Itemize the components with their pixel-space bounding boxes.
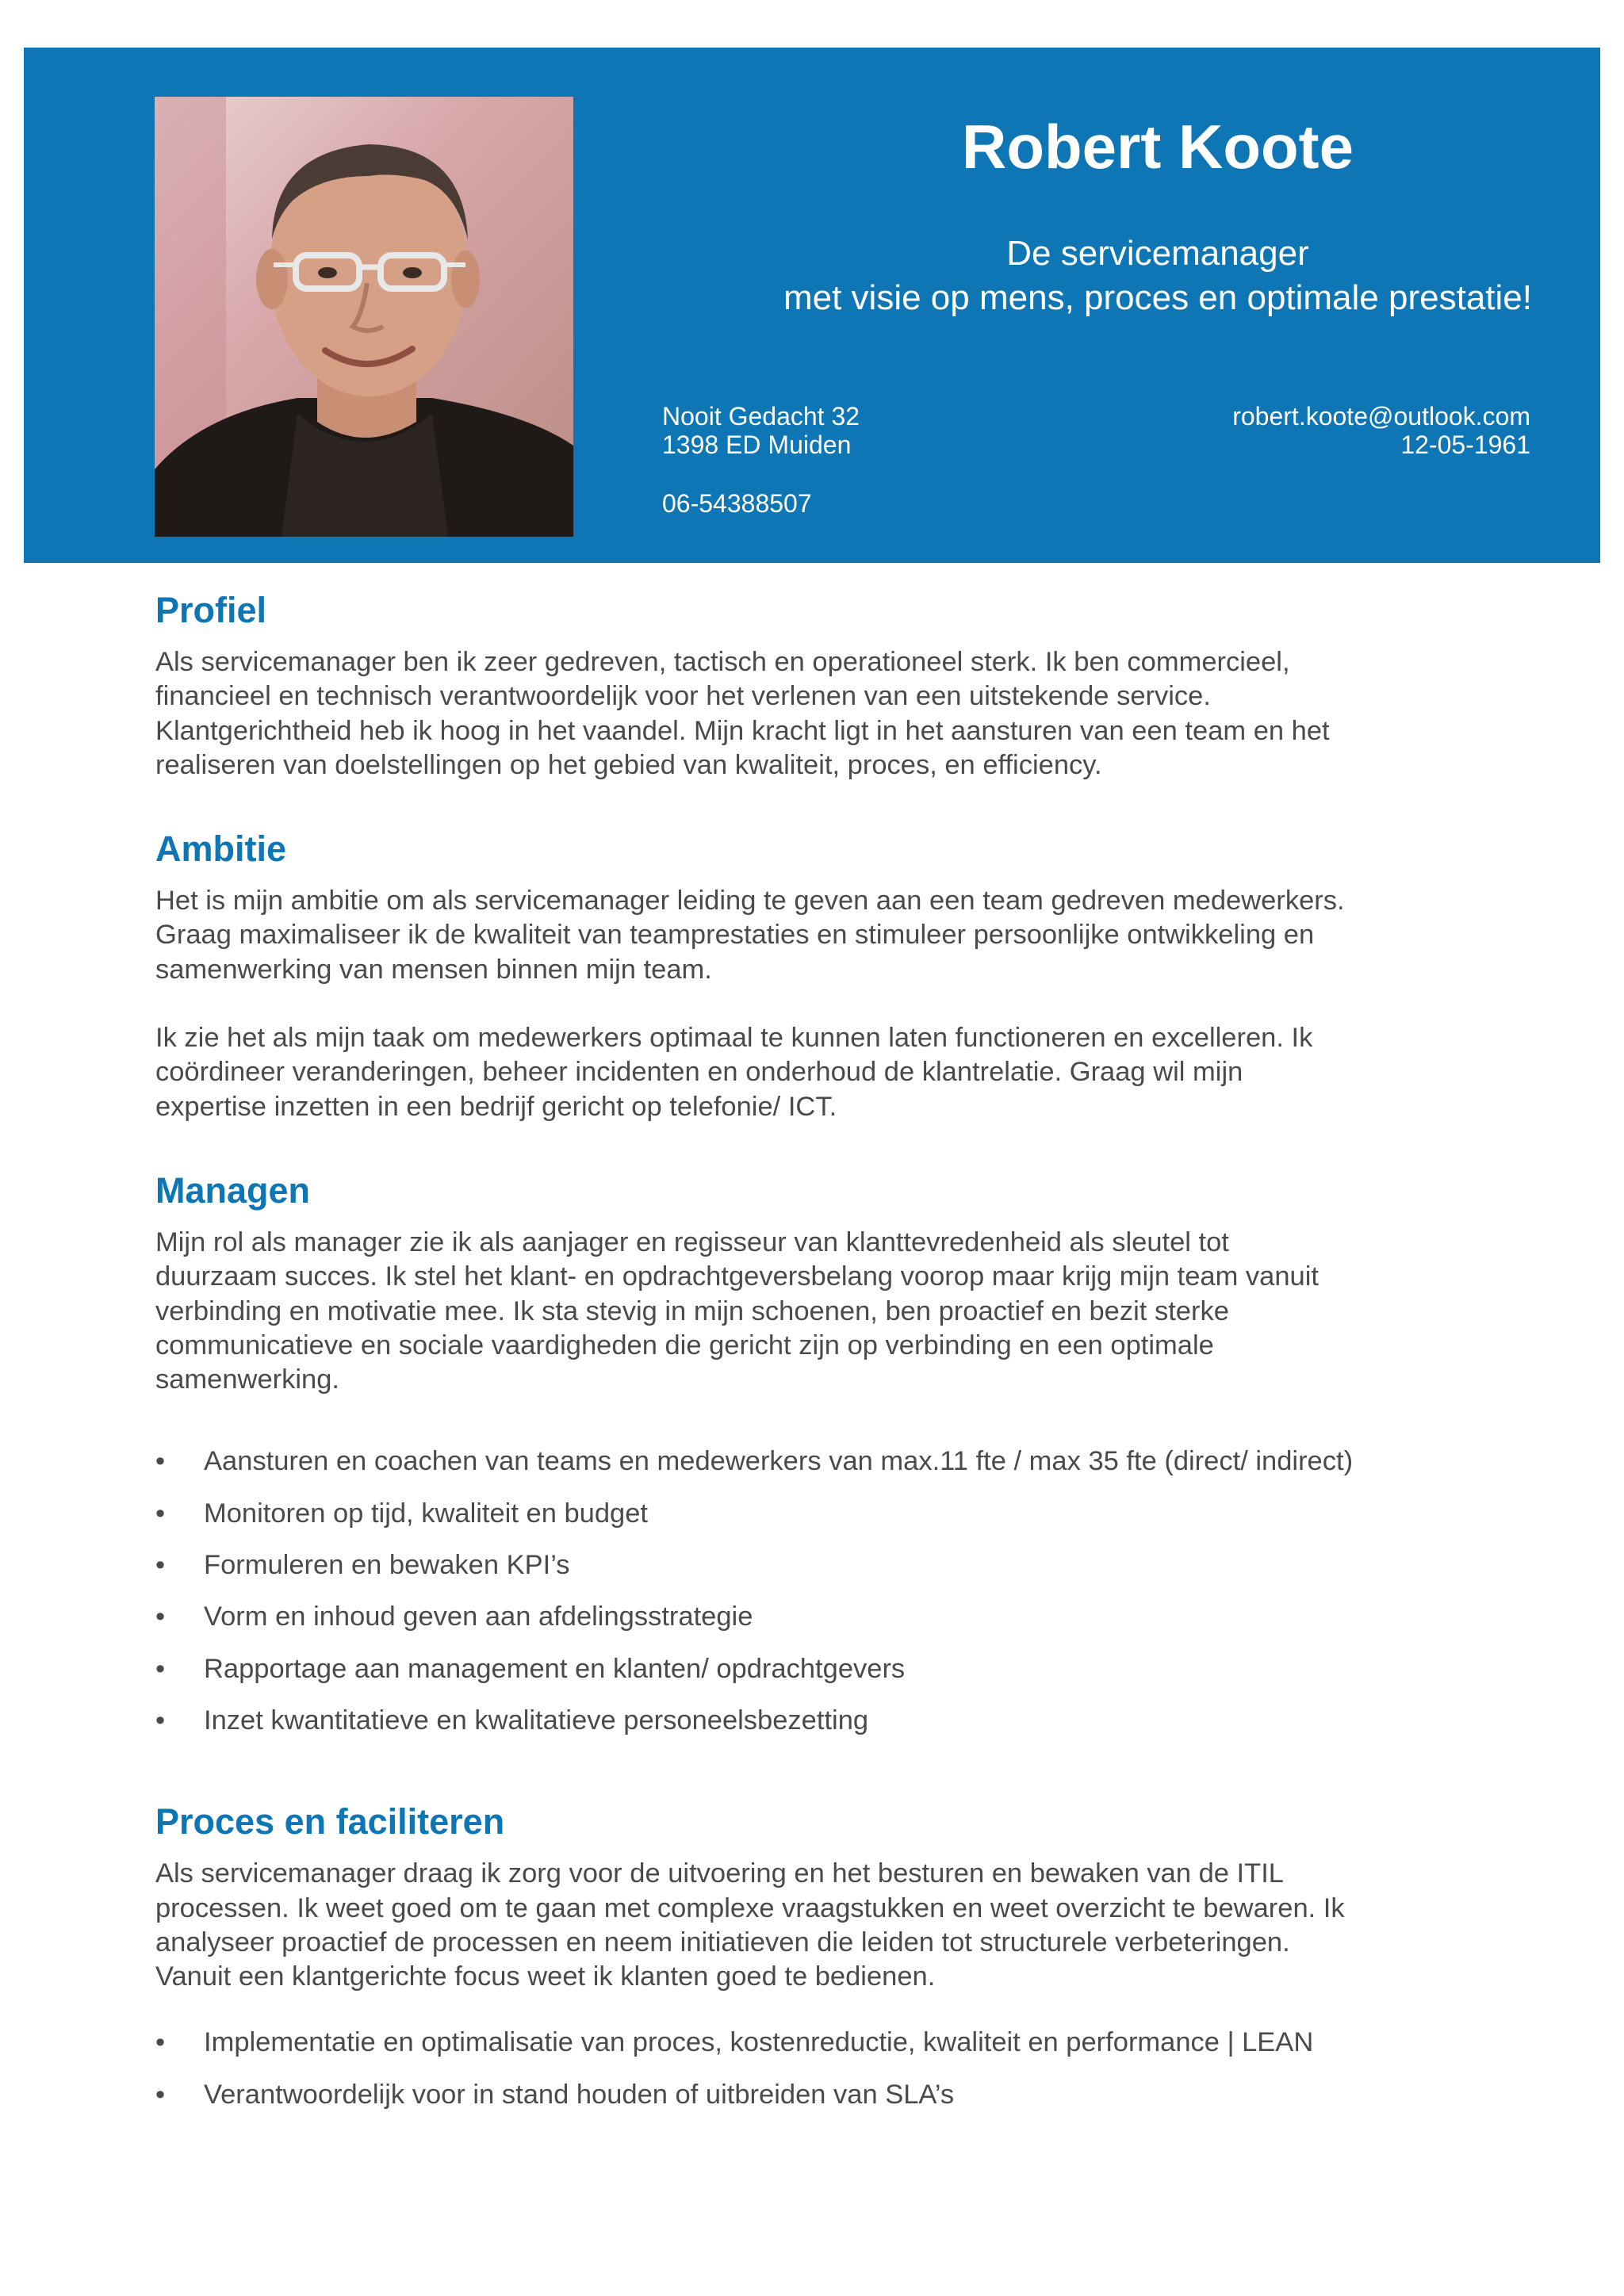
phone-block [662, 489, 812, 518]
address-block [662, 402, 860, 459]
text-line: Vanuit een klantgerichte focus weet ik klanten goed te bedienen. [155, 1961, 936, 1992]
bullet-icon: • [155, 1550, 166, 1581]
bullet-icon: • [155, 1653, 166, 1684]
tagline-line-2: met visie op mens, proces en optimale prestatie! [783, 278, 1532, 317]
tagline-line-1: De servicemanager [1006, 234, 1309, 273]
birthdate: 12-05-1961 [1400, 430, 1530, 459]
profiel-text [155, 645, 1503, 783]
address-street: Nooit Gedacht 32 [662, 402, 860, 430]
proces-bullet-list [155, 2026, 1503, 2112]
list-item: • Verantwoordelijk voor in stand houden of uitbreiden van SLA’s [155, 2078, 1503, 2112]
text-line: verbinding en motivatie mee. Ik sta stevig in mijn schoenen, ben proactief en bezit sterke [155, 1295, 1229, 1326]
email-address: robert.koote@outlook.com [1232, 402, 1530, 430]
bullet-icon: • [155, 1446, 166, 1477]
text-line: coördineer veranderingen, beheer incidenten en onderhoud de klantrelatie. Graag wil mijn [155, 1057, 1243, 1088]
text-line: communicatieve en sociale vaardigheden die gericht zijn op verbinding en een optimale [155, 1330, 1214, 1360]
bullet-icon: • [155, 1705, 166, 1735]
managen-bullet-list [155, 1445, 1503, 1738]
bullet-icon: • [155, 1498, 166, 1529]
text-line: Graag maximaliseer ik de kwaliteit van teamprestaties en stimuleer persoonlijke ontwikkeling en [155, 920, 1315, 951]
text-line: Klantgerichtheid heb ik hoog in het vaandel. Mijn kracht ligt in het aansturen van een team en het [155, 715, 1330, 746]
managen-text [155, 1226, 1503, 1397]
tagline [674, 232, 1624, 320]
contact-right-block [1232, 402, 1530, 459]
ambitie-text-1 [155, 884, 1503, 987]
text-line: analyseer proactief de processen en neem initiatieven die leiden tot structurele verbeteringen. [155, 1927, 1290, 1957]
section-proces [155, 1798, 1503, 2112]
cv-content [155, 587, 1503, 2112]
text-line: samenwerking van mensen binnen mijn team. [155, 954, 712, 985]
list-item: • Aansturen en coachen van teams en medewerkers van max.11 fte / max 35 fte (direct/ indirect) [155, 1445, 1503, 1479]
header-banner [24, 48, 1600, 563]
section-ambitie [155, 825, 1503, 1124]
text-line: Als servicemanager ben ik zeer gedreven, tactisch en operationeel sterk. Ik ben commercieel, [155, 647, 1290, 677]
text-line: processen. Ik weet goed om te gaan met complexe vraagstukken en weet overzicht te bewaren. Ik [155, 1892, 1345, 1923]
text-line: samenwerking. [155, 1364, 340, 1395]
text-line: Het is mijn ambitie om als servicemanager leiding te geven aan een team gedreven medewerkers. [155, 886, 1345, 916]
list-item: • Inzet kwantitatieve en kwalitatieve personeelsbezetting [155, 1704, 1503, 1738]
text-line: financieel en technisch verantwoordelijk voor het verlenen van een uitstekende service. [155, 681, 1211, 712]
text-line: Mijn rol als manager zie ik als aanjager en regisseur van klanttevredenheid als sleutel tot [155, 1226, 1229, 1257]
list-item: • Formuleren en bewaken KPI’s [155, 1548, 1503, 1582]
list-item: • Monitoren op tijd, kwaliteit en budget [155, 1497, 1503, 1531]
bullet-icon: • [155, 2027, 166, 2058]
section-title: Ambitie [155, 828, 287, 870]
list-item: • Vorm en inhoud geven aan afdelingsstrategie [155, 1600, 1503, 1634]
profile-photo [155, 97, 573, 537]
section-title: Proces en faciliteren [155, 1801, 505, 1843]
text-line: Ik zie het als mijn taak om medewerkers optimaal te kunnen laten functioneren en excelleren. Ik [155, 1023, 1313, 1054]
candidate-name: Robert Koote [962, 112, 1354, 182]
bullet-icon: • [155, 2079, 166, 2110]
bullet-icon: • [155, 1601, 166, 1632]
section-profiel [155, 587, 1503, 783]
ambitie-text-2 [155, 1021, 1503, 1124]
address-city: 1398 ED Muiden [662, 430, 852, 459]
list-item: • Implementatie en optimalisatie van proces, kostenreductie, kwaliteit en performance | LEAN [155, 2026, 1503, 2060]
text-line: Als servicemanager draag ik zorg voor de uitvoering en het besturen en bewaken van de ITIL [155, 1858, 1284, 1889]
phone-number: 06-54388507 [662, 489, 812, 518]
text-line: realiseren van doelstellingen op het gebied van kwaliteit, proces, en efficiency. [155, 749, 1102, 780]
section-title: Profiel [155, 590, 267, 630]
person-portrait-icon [155, 97, 573, 537]
proces-text [155, 1857, 1503, 1994]
list-item: • Rapportage aan management en klanten/ opdrachtgevers [155, 1652, 1503, 1686]
text-line: duurzaam succes. Ik stel het klant- en opdrachtgeversbelang voorop maar krijg mijn team vanuit [155, 1261, 1319, 1292]
section-title: Managen [155, 1169, 311, 1211]
text-line: expertise inzetten in een bedrijf gericht op telefonie/ ICT. [155, 1091, 837, 1122]
section-managen [155, 1167, 1503, 1738]
